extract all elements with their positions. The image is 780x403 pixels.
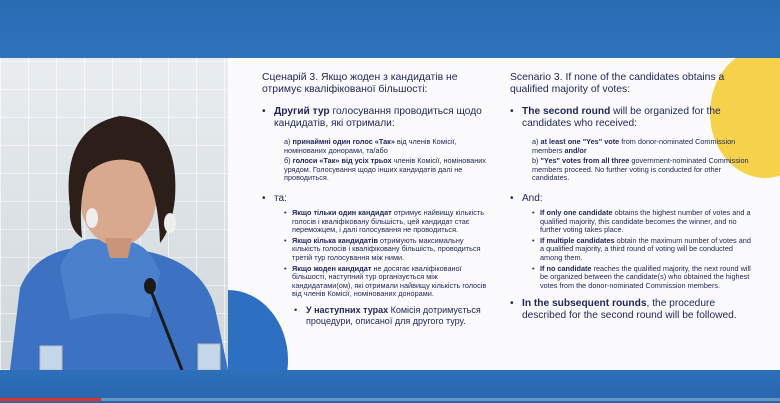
criteria-list-uk — [284, 138, 494, 183]
presentation-slide — [228, 58, 780, 370]
outcome-one-uk: • Якщо тільки один кандидат отримує найвищу кількість голосів і кваліфіковану більшість, цей кандидат стає переможцем, і далі голосування не проводиться. — [284, 209, 494, 235]
criterion-b-en: b) "Yes" votes from all three government-nominated Commission members proceed. No further voting is conducted for other candidates. — [532, 156, 749, 183]
video-progress-fill — [0, 398, 101, 401]
slide-title-en: Scenario 3. If none of the candidates obtains a qualified majority of votes: — [510, 72, 725, 95]
slide-title-uk: Сценарій 3. Якщо жоден з кандидатів не отримує кваліфікованої більшості: — [262, 72, 458, 95]
bullet-subsequent-en: • In the subsequent rounds, the procedure described for the second round will be followed. — [510, 298, 755, 322]
outcome-none-en: • If no candidate reaches the qualified majority, the next round will be organized between the candidate(s) who obtained the highest votes from the donor-nominated Commission members. — [532, 265, 755, 291]
outcome-list-uk — [284, 209, 494, 299]
and-label-en: • And: — [510, 193, 755, 205]
speaker-video — [0, 58, 228, 370]
bullet-second-round-uk: • Другий тур голосування проводиться щодо кандидатів, які отримали: — [262, 106, 494, 130]
outcome-multiple-en: • If multiple candidates obtain the maximum number of votes and a qualified majority, a third round of voting will be conducted among them. — [532, 237, 755, 263]
outcome-one-en: • If only one candidate obtains the highest number of votes and a qualified majority, this candidate becomes the winner, and no further voting takes place. — [532, 209, 755, 235]
slide-column-english — [510, 72, 755, 330]
speaker-figure — [0, 58, 228, 370]
bullet-second-round-en: • The second round will be organized for the candidates who received: — [510, 106, 755, 130]
criterion-b-uk: б) голоси «Так» від усіх трьох членів Комісії, номінованих урядом. Голосування щодо інших кандидатів далі не проводиться. — [284, 156, 486, 183]
slide-column-ukrainian — [262, 72, 494, 335]
criterion-a-en: a) at least one "Yes" vote from donor-nominated Commission members and/or — [532, 137, 736, 155]
and-label-uk: • та: — [262, 193, 494, 205]
criterion-a-uk: а) принаймні один голос «Так» від членів Комісії, номінованих донорами, та/або — [284, 137, 457, 155]
top-band — [0, 0, 780, 58]
outcome-multiple-uk: • Якщо кілька кандидатів отримують максимальну кількість голосів і кваліфіковану більшість, проводиться третій тур голосування між ними. — [284, 237, 494, 263]
criteria-list-en — [532, 138, 755, 183]
outcome-list-en — [532, 209, 755, 290]
bullet-subsequent-uk: • У наступних турах Комісія дотримується процедури, описаної для другого туру. — [294, 305, 494, 327]
video-progress-bar[interactable] — [0, 398, 780, 401]
outcome-none-uk: • Якщо жоден кандидат не досягає кваліфікованої більшості, наступний тур організується між кандидатами(ом), які отримали найвищу кількість голосів від членів Комісії, номінованих донорами. — [284, 265, 494, 299]
